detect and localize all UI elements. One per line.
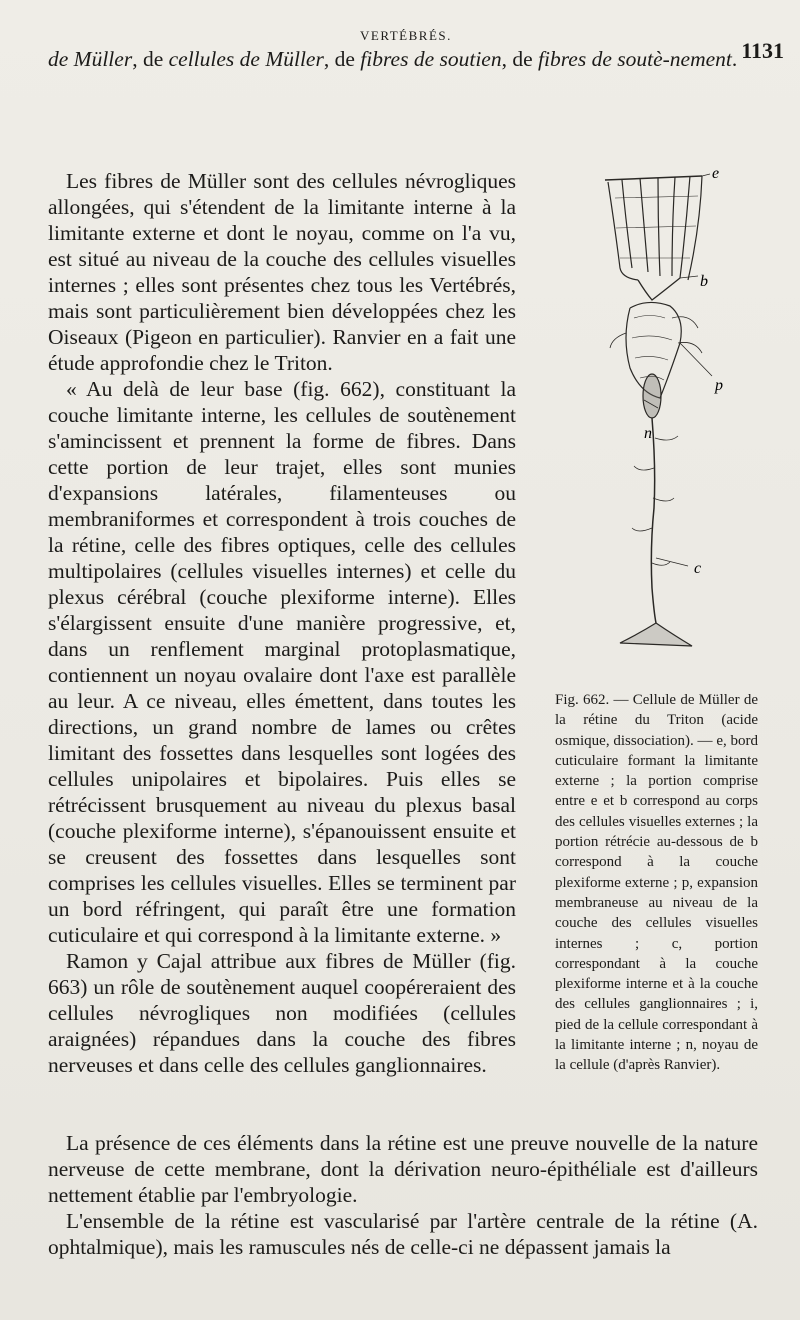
bottom-block xyxy=(48,1130,758,1260)
sep-2: , de xyxy=(323,47,361,71)
sep-4: . xyxy=(731,47,738,71)
sep-3: , de xyxy=(501,47,539,71)
term-cellules-de-muller: cellules de Müller xyxy=(168,47,324,71)
term-fibres-de-soutien: fibres de soutien xyxy=(360,47,502,71)
left-column xyxy=(48,168,516,1078)
figure-662 xyxy=(560,168,760,668)
term-de-muller: de Müller xyxy=(48,47,133,71)
muller-cell-illustration xyxy=(560,168,760,668)
paragraph-muller-fibres: Les fibres de Müller sont des cellules névrogliques allongées, qui s'étendent de la limitante interne à la limitante externe et dont le noyau, comme on l'a vu, est situé au niveau de la couche des cellules visuelles internes ; elles sont présentes chez tous les Vertébrés, mais sont particulièrement bien développées chez les Oiseaux (Pigeon en particulier). Ranvier en a fait une étude approfondie chez le Triton. xyxy=(48,169,516,375)
figure-label-p: p xyxy=(715,377,723,394)
paragraph-presence: La présence de ces éléments dans la rétine est une preuve nouvelle de la nature nerveuse de cette membrane, dont la dérivation neuro-épithéliale est d'ailleurs nettement établie par l'embryologie. xyxy=(48,1131,758,1207)
top-paragraph-text xyxy=(48,46,760,72)
term-fibres-de-soutenement: fibres de soutè-nement xyxy=(538,47,732,71)
figure-label-c: c xyxy=(694,560,702,577)
figure-caption-text: Fig. 662. — Cellule de Müller de la rétine du Triton (acide osmique, dissociation). — e, bord cuticulaire formant la limitante externe ; la portion comprise entre e et b correspond au corps des cellules visuelles externes ; la portion rétrécie au-dessous de b correspond à la couche plexiforme externe ; p, expansion membraneuse au niveau de la couche des cellules visuelles internes ; c, portion correspondant à la couche plexiforme interne et à la couche des cellules ganglionnaires ; i, pied de la cellule correspondant à la limitante interne ; n, noyau de la cellule (d'après Ranvier). xyxy=(555,692,758,1074)
sep-1: , de xyxy=(132,47,169,71)
paragraph-ranvier-quote: « Au delà de leur base (fig. 662), constituant la couche limitante interne, les cellules de soutènement s'amincissent et prennent la forme de fibres. Dans cette portion de leur trajet, elles sont munies d'expansions latérales, filamenteuses ou membraniformes et correspondent à trois couches de la rétine, celle des fibres optiques, celle des cellules multipolaires (cellules visuelles internes) et celle du plexus cérébral (couche plexiforme interne). Elles s'élargissent ensuite d'une manière progressive, et, dans un renflement marginal protoplasmatique, contiennent un noyau ovalaire dont l'axe est parallèle au leur. A ce niveau, elles émettent, dans toutes les directions, un grand nombre de lames ou crêtes limitant des fossettes dans lesquelles sont logées des cellules unipolaires et bipolaires. Puis elles se rétrécissent brusquement au niveau du plexus basal (couche plexiforme interne), s'épanouissent ensuite et se creusent des fossettes dans lesquelles sont comprises les cellules visuelles. Elles se terminent par un bord réfringent, qui paraît être une formation cuticulaire et qui correspond à la limitante externe. » xyxy=(48,377,516,947)
running-head: VERTÉBRÉS. xyxy=(360,28,452,43)
figure-label-n: n xyxy=(644,425,652,442)
top-paragraph xyxy=(48,46,760,72)
page-number: 1131 xyxy=(741,38,784,63)
paragraph-ramon-y-cajal: Ramon y Cajal attribue aux fibres de Müller (fig. 663) un rôle de soutènement auquel coopéreraient des cellules névrogliques non modifiées (cellules araignées) répandues dans la couche des fibres nerveuses et dans celle des cellules ganglionnaires. xyxy=(48,949,516,1077)
paragraph-vascularisation: L'ensemble de la rétine est vascularisé par l'artère centrale de la rétine (A. ophtalmique), mais les ramuscules nés de celle-ci ne dépassent jamais la xyxy=(48,1209,758,1259)
figure-label-e: e xyxy=(712,168,720,182)
figure-label-b: b xyxy=(700,273,708,290)
figure-caption xyxy=(555,690,758,1076)
